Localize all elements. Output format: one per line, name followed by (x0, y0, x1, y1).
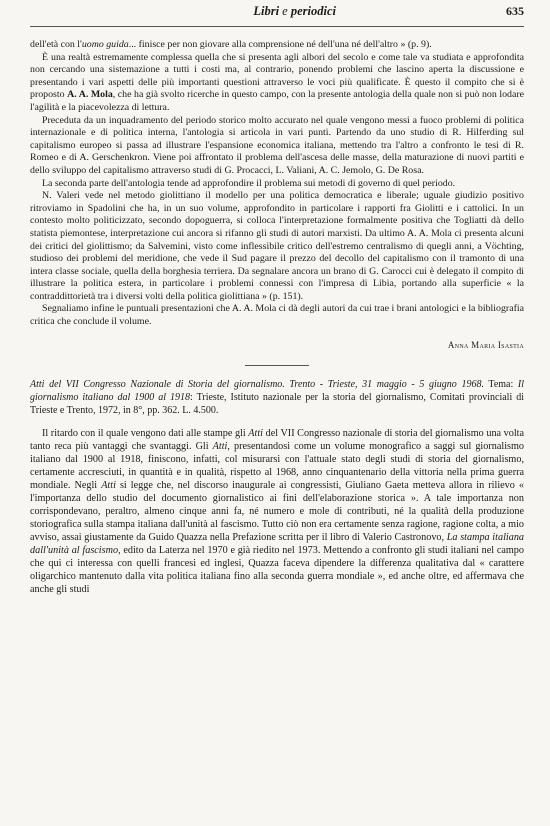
paragraph-5: N. Valeri vede nel metodo giolittiano il modello per una politica democratica e liberale; uguale giudizio positivo ritroviamo in Spadolini che ha, in un suo volume, approfondito in particolare i rapporti fra Giolitti e i cattolici. In un contesto molto politicizzato, secondo dopoguerra, si colloca l'interpretazione formalmente positiva che Togliatti dà dello statista piemontese, interpretazione cui ancora si rifanno gli studi di autori marxisti. Da ultimo A. A. Mola ci presenta alcuni dei critici del giolittismo; da Salvemini, visto come inflessibile critico dell'estremo centralismo di quegli anni, a Vöchting, studioso dei problemi del meridione, che vede il Sud pagare il prezzo del decollo del capitalismo con il tramonto di una intera classe sociale, quella della borghesia terriera. Da segnalare ancora un brano di G. Carocci cui è delegato il compito di illustrare la politica estera, in particolare i problemi connessi con l'impresa di Libia, portando alla superficie « la contraddittorietà tra i diversi volti della politica giolittiana » (p. 151). (30, 190, 524, 302)
review-giolitti (30, 39, 524, 351)
page-number: 635 (506, 4, 524, 18)
section-title: Libri e periodici (253, 4, 336, 18)
running-head (30, 4, 524, 27)
section-divider (245, 365, 309, 366)
reference-text: Atti del VII Congresso Nazionale di Storia del giornalismo. Trento - Trieste, 31 maggio - 5 giugno 1968. Tema: Il giornalismo italiano dal 1900 al 1918: Trieste, Istituto nazionale per la storia del giornalismo, Comitati provinciali di Trieste e Trento, 1972, in 8°, pp. 362. L. 4.500. (30, 379, 525, 417)
paragraph-3: Preceduta da un inquadramento del periodo storico molto accurato nel quale vengono messi a fuoco problemi di politica internazionale e di politica interna, l'antologia si articola in vari punti. Partendo da uno studio di R. Hilferding sul capitalismo europeo si passa ad illustrare l'espansione economica italiana, mettendo tra l'altro a confronto le tesi di R. Romeo e di A. Gerschenkron. Viene poi affrontato il problema dell'ascesa delle masse, della maturazione di nuovi partiti e dello sviluppo del capitalismo attraverso studi di G. Procacci, L. Valiani, A. C. Jemolo, G. De Rosa. (30, 114, 524, 176)
review-giornalismo (30, 427, 524, 596)
review-body: Il ritardo con il quale vengono dati alle stampe gli Atti del VII Congresso nazionale di storia del giornalismo una volta tanto reca più vantaggi che svantaggi. Gli Atti, presentandosi come un volume monografico a saggi sul giornalismo italiano dal 1900 al 1918, finiscono, infatti, col misurarsi con l'attuale stato degli studi di storia del giornalismo, certamente accresciuti, in quantità e in qualità, rispetto al 1968, anno cinquantenario della vittoria nella prima guerra mondiale. Negli Atti si legge che, nel discorso inaugurale ai congressisti, Giuliano Gaeta metteva allora in rilievo « l'importanza dello studio del documento giornalistico ai fini dell'elaborazione storica ». A tale importanza non corrispondevano, peraltro, almeno cinque anni fa, né numero e mole di contributi, né la qualità della produzione storiografica sulla stampa italiana dall'unità al fascismo. Tutto ciò non era certamente senza ragione, ragione colta, a mio avviso, assai giustamente da Guido Quazza nella Prefazione scritta per il libro di Valerio Castronovo, La stampa italiana dall'unità al fascismo, edito da Laterza nel 1970 e già riedito nel 1973. Mettendo a confronto gli studi italiani nel campo che qui ci interessa con quelli francesi ed inglesi, Quazza faceva dipendere la differenza qualitativa dal « carattere oligarchico mantenuto dalla vita politica italiana fino alla seconda guerra mondiale », ed anche oltre, ed affermava che anche gli studi (30, 428, 525, 596)
paragraph-1: dell'età con l'uomo guida... finisce per non giovare alla comprensione né dell'una né dell'altro » (p. 9). (30, 39, 432, 50)
paragraph-6: Segnaliamo infine le puntuali presentazioni che A. A. Mola ci dà degli autori da cui trae i brani antologici e la bibliografia critica che conclude il volume. (30, 303, 524, 328)
paragraph-4: La seconda parte dell'antologia tende ad approfondire il problema sui metodi di governo di quel periodo. (42, 177, 456, 189)
review-signature: Anna Maria Isastia (447, 339, 524, 350)
bibliographic-reference (30, 378, 524, 417)
paragraph-2: È una realtà estremamente complessa quella che si presenta agli albori del secolo e come tale va studiata e approfondita non cercando una sistemazione a tutti i costi ma, al contrario, ponendo problemi che lascino aperta la discussione e presentando i vari aspetti delle più importanti questioni attraverso le voci più qualificate. È questo il compito che si è proposto A. A. Mola, che ha già svolto ricerche in questo campo, con la presente antologia della quale non si può non lodare l'agilità e la piacevolezza di lettura. (30, 51, 525, 113)
